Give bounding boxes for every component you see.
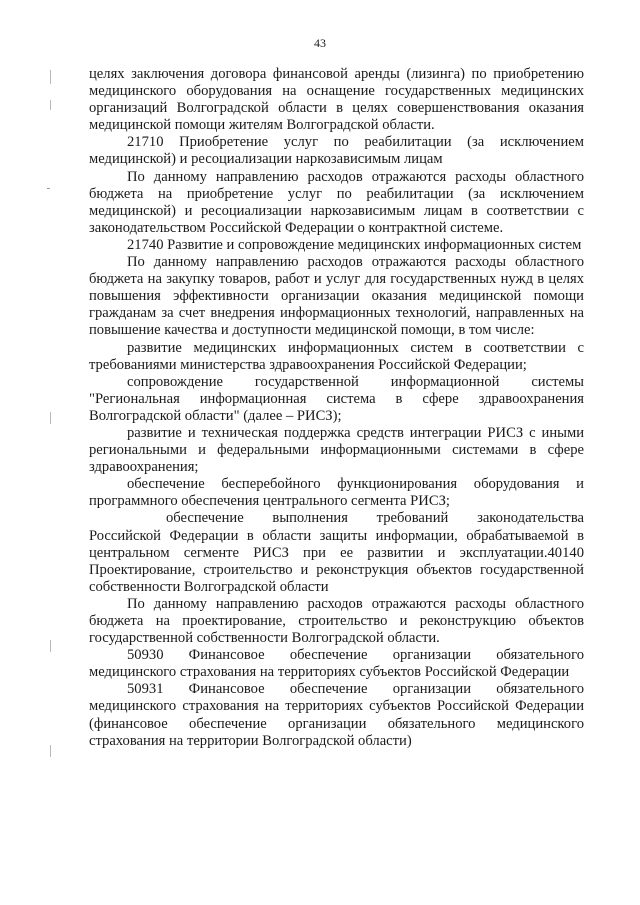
scan-edge-mark [50,640,51,652]
document-body [89,66,584,750]
paragraph: По данному направлению расходов отражаются расходы областного бюджета на приобретение услуг по реабилитации (за исключением медицинской) и ресоциализации наркозависимым лицам в соответствии с законодательством Российской Федерации о контрактной системе. [89,168,584,236]
scan-edge-mark [50,100,51,110]
scan-edge-mark [50,70,51,84]
list-item: обеспечение бесперебойного функционирования оборудования и программного обеспечения центрального сегмента РИСЗ; [89,476,584,510]
scan-edge-mark [50,412,51,424]
section-heading: 50931 Финансовое обеспечение организации обязательного медицинского страхования на территориях субъектов Российской Федерации (финансовое обеспечение организации обязательного медицинского страхования на территории Волгоградской области) [89,681,584,749]
paragraph: По данному направлению расходов отражаются расходы областного бюджета на закупку товаров, работ и услуг для государственных нужд в целях повышения эффективности организации оказания медицинской помощи гражданам за счет внедрения информационных технологий, направленных на повышение качества и доступности медицинской помощи, в том числе: [89,254,584,339]
section-heading: 50930 Финансовое обеспечение организации обязательного медицинского страхования на территориях субъектов Российской Федерации [89,647,584,681]
section-heading: 21740 Развитие и сопровождение медицинских информационных систем [127,236,582,253]
list-item: развитие медицинских информационных систем в соответствии с требованиями министерства здравоохранения Российской Федерации; [89,339,584,373]
paragraph: целях заключения договора финансовой аренды (лизинга) по приобретению медицинского оборудования на оснащение государственных медицинских организаций Волгоградской области в целях совершенствования оказания медицинской помощи жителям Волгоградской области. [89,66,584,134]
scan-edge-mark [50,745,51,757]
section-heading: 21710 Приобретение услуг по реабилитации (за исключением медицинской) и ресоциализации наркозависимым лицам [89,134,584,168]
paragraph: По данному направлению расходов отражаются расходы областного бюджета на проектирование, строительство и реконструкцию объектов государственной собственности Волгоградской области. [89,595,584,647]
list-item: обеспечение выполнения требований законодательства Российской Федерации в области защиты информации, обрабатываемой в центральном сегменте РИСЗ при ее развитии и эксплуатации.40140 Проектирование, строительство и реконструкция объектов государственной собственности Волгоградской области [89,510,584,595]
scan-edge-mark [47,188,50,189]
list-item: развитие и техническая поддержка средств интеграции РИСЗ с иными региональными и федеральными информационными системами в сфере здравоохранения; [89,424,584,476]
list-item: сопровождение государственной информационной системы "Региональная информационная система в сфере здравоохранения Волгоградской области" (далее – РИСЗ); [89,373,584,424]
page-number: 43 [314,36,326,50]
